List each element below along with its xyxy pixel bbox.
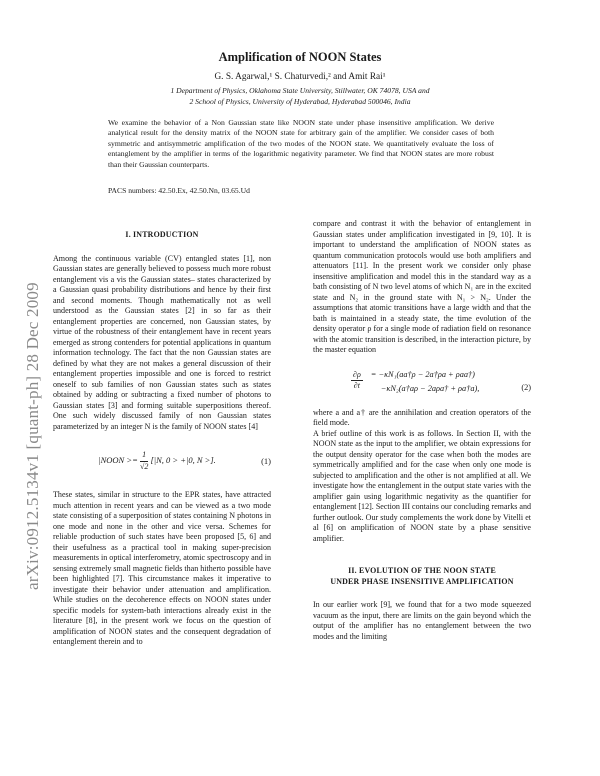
eq1-number: (1) [261,455,271,466]
eq1-fraction [140,450,148,472]
left-column [53,230,271,648]
arxiv-identifier: arXiv:0912.5134v1 [quant-ph] 28 Dec 2009 [23,282,42,590]
pacs-numbers: PACS numbers: 42.50.Ex, 42.50.Nn, 03.65.Ud [108,186,250,195]
affiliation-2: 2 School of Physics, University of Hyderabad, Hyderabad 500046, India [189,97,411,106]
intro-paragraph-1: Among the continuous variable (CV) entangled states [1], non Gaussian states are generally believed to possess much more robust entanglement vis a vis the Gaussian states– states characterized by a Gaussian quasi probability distributions and hence by their first and second moments. Though mathematically not as well understood as the Gaussian states [2] in so far as their entanglement properties are concerned, non Gaussian states, by virtue of the robustness of their entanglement have in recent years emerged as strong contenders for potential applications in quantum information technology. The fact that the non Gaussian states are defined by what they are not makes a general discussion of their entanglement properties impossible and one is forced to restrict oneself to sub families of non Gaussian states such as states obtained by adding or subtracting a fixed number of photons to Gaussian states [3] and forming suitable superpositions thereof. One such widely discussed family of non Gaussian states parameterized by an integer N is the family of NOON states [4] [53,253,271,431]
authors: G. S. Agarwal,¹ S. Chaturvedi,² and Amit Rai¹ [214,72,386,82]
section2-paragraph-1: In our earlier work [9], we found that for a two mode squeezed vacuum as the input, there are limits on the gain beyond which the output of the amplifier has no entanglement between the two modes and the limiting [313,600,531,641]
eq1-lhs: |NOON >= [98,454,140,465]
eq2-number: (2) [521,383,531,392]
section-heading-introduction: I. INTRODUCTION [125,230,199,239]
eq1-rhs: [|N, 0 > +|0, N >]. [150,454,216,465]
equation-1 [53,450,271,472]
equation-2 [313,370,531,398]
section-heading-2-line-1: II. EVOLUTION OF THE NOON STATE [348,566,496,575]
eq2-line-2: −κN₂(a†aρ − 2aρa† + ρa†a), [380,383,480,393]
section-heading-2-line-2: UNDER PHASE INSENSITIVE AMPLIFICATION [330,576,514,586]
affiliation-1: 1 Department of Physics, Oklahoma State University, Stillwater, OK 74078, USA and [170,86,430,95]
eq2-derivative [351,370,363,398]
arxiv-sidebar [6,210,40,590]
abstract: We examine the behavior of a Non Gaussian state like NOON state under phase insensitive amplification. We derive analytical result for the density matrix of the NOON state for arbitrary gain of the amplifier. We consider cases of both symmetric and antisymmetric amplification of the two modes of the NOON state. We quantitatively evaluate the loss of entanglement by the amplifier in terms of the logarithmic negativity parameter. We find that NOON states are more robust than their Gaussian counterparts. [108,118,494,169]
right-paragraph-3: A brief outline of this work is as follows. In Section II, with the NOON state as the input to the amplifier, we obtain expressions for the output density operator for the case when both the modes are symmetrically amplified and for the case when only one mode is subjected to amplification and the other is not amplified at all. We investigate how the entanglement in the output state varies with the amplifier gain using logarithmic negativity as the quantifier for entanglement [12]. Section III contains our concluding remarks and further outlook. Our study complements the work done by Vitelli et al [6] on amplification of NOON state by a phase sensitive amplifier. [313,428,531,543]
right-paragraph-1: compare and contrast it with the behavior of entanglement in Gaussian states under amplification investigated in [9, 10]. It is important to understand the amplification of NOON states as quantum communication protocols would use both amplifiers and attenuators [11]. In the present work we consider only phase insensitive amplification and model this in the standard way as a bath consisting of N two level atoms of which N₁ are in the excited state and N₂ in the ground state with N₁ > N₂. Under the assumptions that atomic transitions have a large width and that the bath is maintained in a steady state, the time evolution of the density operator ρ for a single mode of radiation field on resonance with the atomic transition is described, in the interaction picture, by the master equation [313,219,531,354]
eq2-lhs-num: ∂ρ [351,370,363,382]
eq1-denominator: √2 [139,461,149,471]
eq2-line-1: = −κN₁(aa†ρ − 2a†ρa + ρaa†) [370,369,475,379]
eq1-numerator: 1 [140,450,148,462]
intro-paragraph-2: These states, similar in structure to the EPR states, have attracted much attention in recent years and can be viewed as a two mode state consisting of a superposition of states containing N photons in one mode and none in the other and vice versa. Schemes for reliable production of such states have been proposed [5, 6] and their usefulness as a practical tool in making super-precision measurements in optical interferometry, atomic spectroscopy and in sensing extremely small magnetic fields than hitherto possible have been highlighted [7]. This circumstance makes it imperative to investigate their behavior under attenuation and amplification. While studies on the decoherence effects on NOON states under specific models for system-bath interactions already exist in the literature [8], in the present work we focus on the question of amplification of NOON states and the consequent degradation of entanglement therein and to [53,490,272,646]
paper-title: Amplification of NOON States [218,50,382,64]
eq2-lhs-den: ∂t [353,381,360,390]
right-paragraph-2: where a and a† are the annihilation and creation operators of the field mode. [313,407,531,427]
right-column [313,219,531,642]
